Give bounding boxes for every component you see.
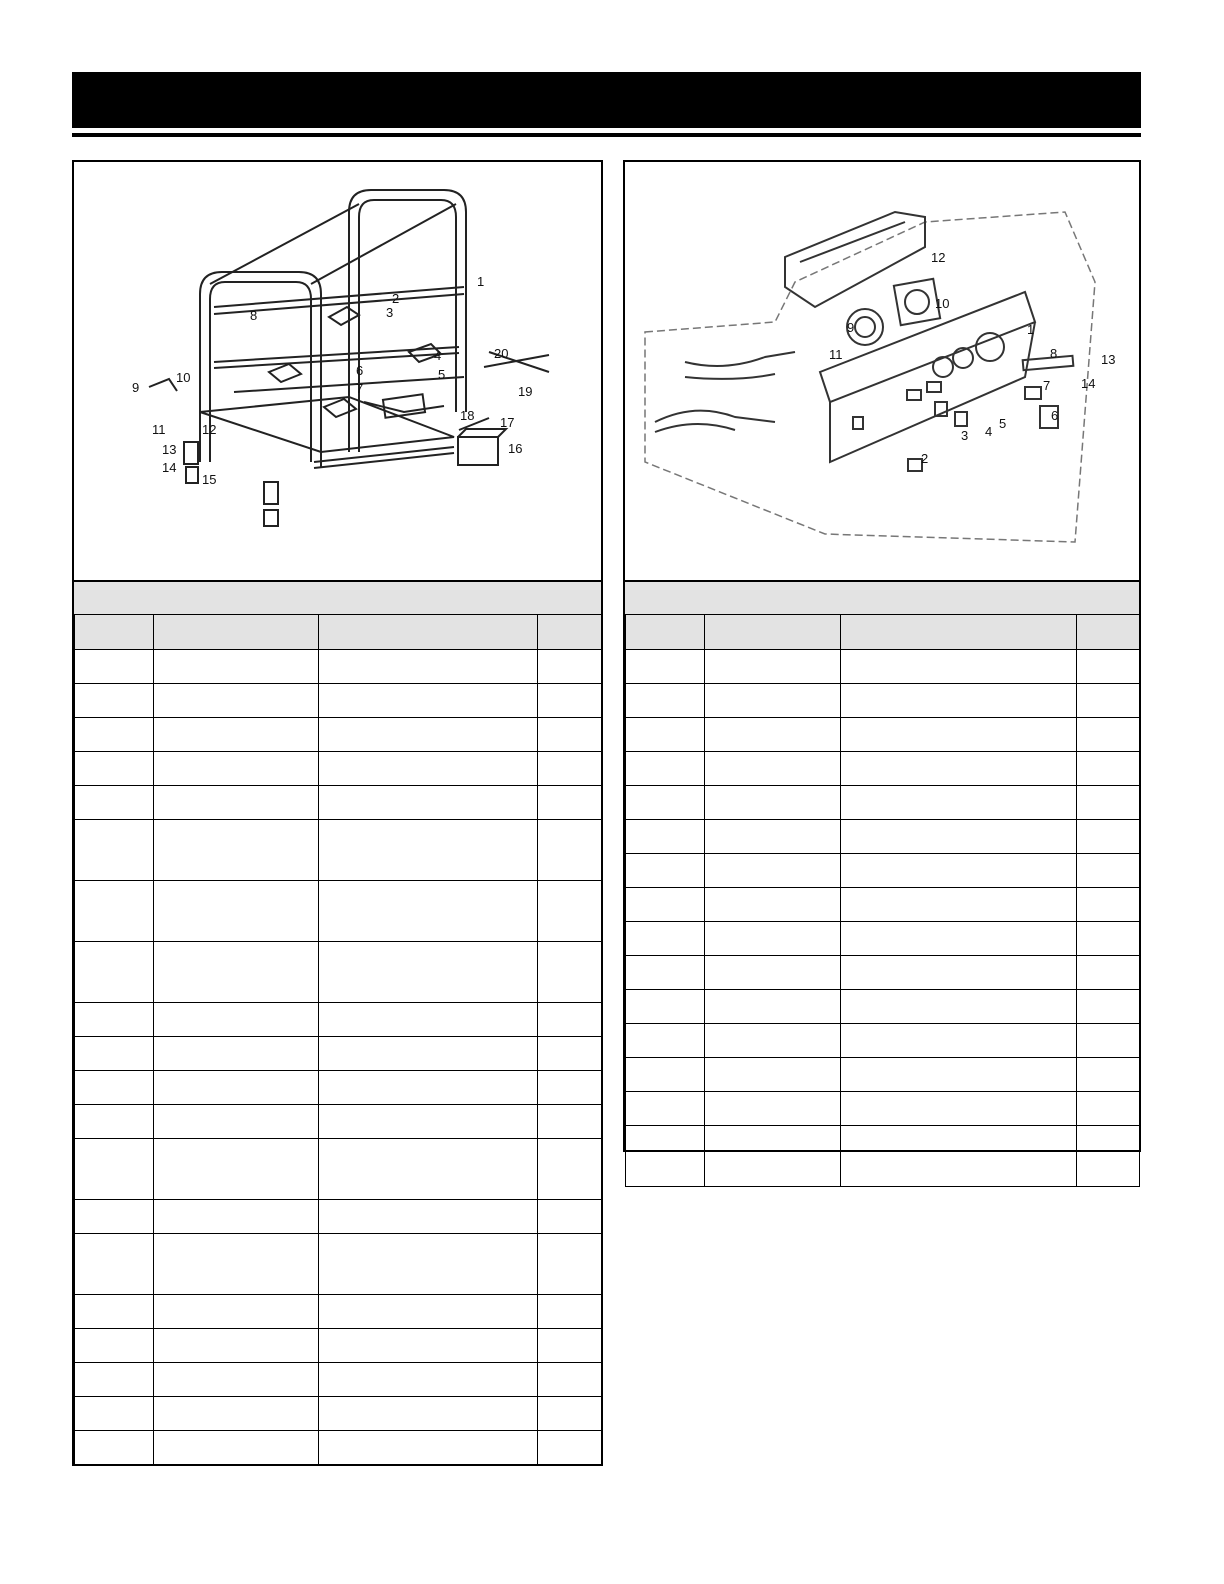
table-cell xyxy=(154,1234,319,1295)
control-panel-table-title xyxy=(625,580,1139,616)
control-panel-parts-panel xyxy=(623,160,1141,1152)
frame-table-column-header xyxy=(75,615,154,650)
table-cell xyxy=(319,1234,538,1295)
table-cell xyxy=(319,786,538,820)
callout-3: 3 xyxy=(386,305,394,320)
table-cell xyxy=(75,1397,154,1431)
table-cell xyxy=(1077,1092,1140,1126)
table-cell xyxy=(154,1295,319,1329)
table-cell xyxy=(75,1003,154,1037)
table-row xyxy=(626,922,1140,956)
table-cell xyxy=(75,942,154,1003)
table-cell xyxy=(705,854,841,888)
table-cell xyxy=(75,1431,154,1465)
table-cell xyxy=(319,881,538,942)
table-cell xyxy=(1077,956,1140,990)
callout-14: 14 xyxy=(162,460,177,475)
table-cell xyxy=(154,752,319,786)
callout-9: 9 xyxy=(132,380,140,395)
table-cell xyxy=(319,1363,538,1397)
callout-13: 13 xyxy=(1101,352,1116,367)
callout-10: 10 xyxy=(935,296,950,311)
callout-11: 11 xyxy=(829,347,843,362)
table-cell xyxy=(538,1139,602,1200)
table-cell xyxy=(841,922,1077,956)
frame-table-column-header xyxy=(154,615,319,650)
table-cell xyxy=(538,1431,602,1465)
table-row xyxy=(626,1058,1140,1092)
table-row xyxy=(75,1071,602,1105)
table-row xyxy=(626,786,1140,820)
table-cell xyxy=(154,942,319,1003)
table-row xyxy=(75,1037,602,1071)
table-cell xyxy=(75,718,154,752)
table-row xyxy=(75,752,602,786)
callout-7: 7 xyxy=(356,381,364,396)
table-cell xyxy=(626,888,705,922)
table-cell xyxy=(705,820,841,854)
table-cell xyxy=(626,854,705,888)
panel-table-column-header xyxy=(841,615,1077,650)
callout-17: 17 xyxy=(500,415,515,430)
table-cell xyxy=(705,922,841,956)
table-cell xyxy=(319,1105,538,1139)
table-cell xyxy=(1077,888,1140,922)
table-cell xyxy=(75,1071,154,1105)
table-cell xyxy=(705,1058,841,1092)
frame-table-header-row xyxy=(75,615,602,650)
table-cell xyxy=(626,1024,705,1058)
table-cell xyxy=(1077,650,1140,684)
table-cell xyxy=(626,1058,705,1092)
table-row xyxy=(626,650,1140,684)
table-cell xyxy=(319,718,538,752)
table-cell xyxy=(841,752,1077,786)
table-cell xyxy=(538,942,602,1003)
callout-14: 14 xyxy=(1081,376,1096,391)
table-cell xyxy=(1077,1024,1140,1058)
table-cell xyxy=(319,1139,538,1200)
table-cell xyxy=(841,786,1077,820)
table-cell xyxy=(319,1431,538,1465)
table-cell xyxy=(75,1037,154,1071)
table-row xyxy=(75,1200,602,1234)
table-cell xyxy=(154,1071,319,1105)
table-row xyxy=(75,1363,602,1397)
table-row xyxy=(626,684,1140,718)
table-cell xyxy=(538,1397,602,1431)
table-cell xyxy=(626,1126,705,1187)
callout-12: 12 xyxy=(202,422,217,437)
table-cell xyxy=(626,990,705,1024)
callout-19: 19 xyxy=(518,384,533,399)
table-row xyxy=(75,820,602,881)
header-rule xyxy=(72,133,1141,137)
table-cell xyxy=(538,1363,602,1397)
table-cell xyxy=(154,820,319,881)
table-cell xyxy=(705,1126,841,1187)
callout-15: 15 xyxy=(202,472,217,487)
table-cell xyxy=(538,1200,602,1234)
frame-table-title xyxy=(74,580,601,616)
table-cell xyxy=(319,820,538,881)
callout-6: 6 xyxy=(356,363,364,378)
table-cell xyxy=(538,820,602,881)
table-row xyxy=(75,650,602,684)
table-cell xyxy=(626,956,705,990)
table-row xyxy=(626,820,1140,854)
table-cell xyxy=(75,752,154,786)
table-row xyxy=(75,1397,602,1431)
frame-exploded-diagram xyxy=(74,162,601,582)
table-cell xyxy=(705,684,841,718)
table-cell xyxy=(841,684,1077,718)
callout-5: 5 xyxy=(999,416,1007,431)
table-cell xyxy=(154,1200,319,1234)
callout-16: 16 xyxy=(508,441,523,456)
callout-8: 8 xyxy=(1050,346,1058,361)
table-cell xyxy=(626,820,705,854)
table-cell xyxy=(75,1363,154,1397)
callout-1: 1 xyxy=(477,274,485,289)
control-panel-parts-table xyxy=(625,614,1140,1187)
table-cell xyxy=(154,1139,319,1200)
callout-18: 18 xyxy=(460,408,475,423)
table-cell xyxy=(538,1295,602,1329)
callout-10: 10 xyxy=(176,370,191,385)
table-cell xyxy=(626,718,705,752)
table-cell xyxy=(319,1003,538,1037)
table-cell xyxy=(154,1329,319,1363)
table-cell xyxy=(75,820,154,881)
table-cell xyxy=(538,650,602,684)
table-cell xyxy=(538,752,602,786)
table-cell xyxy=(705,1024,841,1058)
panel-table-column-header xyxy=(705,615,841,650)
table-row xyxy=(75,1234,602,1295)
table-row xyxy=(626,1092,1140,1126)
table-cell xyxy=(841,1024,1077,1058)
table-cell xyxy=(319,1397,538,1431)
table-cell xyxy=(626,752,705,786)
callout-7: 7 xyxy=(1043,378,1051,393)
panel-table-column-header xyxy=(626,615,705,650)
table-cell xyxy=(841,990,1077,1024)
table-cell xyxy=(841,1092,1077,1126)
table-cell xyxy=(1077,786,1140,820)
table-row xyxy=(75,942,602,1003)
table-cell xyxy=(154,1363,319,1397)
table-cell xyxy=(705,990,841,1024)
frame-parts-panel xyxy=(72,160,603,1466)
table-cell xyxy=(538,1037,602,1071)
callout-4: 4 xyxy=(434,348,442,363)
table-cell xyxy=(75,650,154,684)
table-cell xyxy=(75,1105,154,1139)
table-cell xyxy=(626,922,705,956)
table-cell xyxy=(154,1003,319,1037)
table-cell xyxy=(75,786,154,820)
table-cell xyxy=(538,786,602,820)
table-row xyxy=(75,1003,602,1037)
callout-3: 3 xyxy=(961,428,969,443)
callout-8: 8 xyxy=(250,308,258,323)
table-cell xyxy=(705,888,841,922)
frame-parts-table xyxy=(74,614,602,1465)
table-cell xyxy=(319,1295,538,1329)
panel-table-header-row xyxy=(626,615,1140,650)
table-cell xyxy=(1077,718,1140,752)
callout-11: 11 xyxy=(152,422,166,437)
table-cell xyxy=(626,684,705,718)
table-cell xyxy=(75,1139,154,1200)
table-cell xyxy=(538,1071,602,1105)
table-cell xyxy=(538,718,602,752)
table-cell xyxy=(154,718,319,752)
table-row xyxy=(75,881,602,942)
table-cell xyxy=(705,650,841,684)
table-row xyxy=(75,1139,602,1200)
table-cell xyxy=(75,881,154,942)
table-row xyxy=(75,684,602,718)
table-cell xyxy=(538,1003,602,1037)
table-cell xyxy=(154,1431,319,1465)
callout-4: 4 xyxy=(985,424,993,439)
table-cell xyxy=(319,752,538,786)
page-header-bar xyxy=(72,72,1141,128)
table-cell xyxy=(1077,990,1140,1024)
table-cell xyxy=(841,650,1077,684)
frame-table-column-header xyxy=(538,615,602,650)
table-cell xyxy=(1077,820,1140,854)
table-row xyxy=(626,888,1140,922)
table-cell xyxy=(1077,752,1140,786)
table-cell xyxy=(154,881,319,942)
table-cell xyxy=(705,786,841,820)
table-cell xyxy=(841,718,1077,752)
table-cell xyxy=(1077,684,1140,718)
table-cell xyxy=(75,1200,154,1234)
frame-table-column-header xyxy=(319,615,538,650)
table-cell xyxy=(319,684,538,718)
table-cell xyxy=(705,956,841,990)
table-cell xyxy=(705,1092,841,1126)
callout-9: 9 xyxy=(847,320,855,335)
table-row xyxy=(75,718,602,752)
table-cell xyxy=(319,650,538,684)
table-cell xyxy=(538,1234,602,1295)
table-cell xyxy=(319,1329,538,1363)
table-cell xyxy=(841,1126,1077,1187)
callout-1: 1 xyxy=(1027,322,1035,337)
table-cell xyxy=(154,786,319,820)
table-row xyxy=(626,718,1140,752)
table-cell xyxy=(841,888,1077,922)
table-row xyxy=(626,990,1140,1024)
table-cell xyxy=(319,1071,538,1105)
table-cell xyxy=(154,684,319,718)
table-row xyxy=(75,1295,602,1329)
table-cell xyxy=(538,684,602,718)
callout-6: 6 xyxy=(1051,408,1059,423)
table-cell xyxy=(154,650,319,684)
table-row xyxy=(626,854,1140,888)
table-cell xyxy=(75,684,154,718)
table-cell xyxy=(538,1105,602,1139)
table-cell xyxy=(626,786,705,820)
table-cell xyxy=(319,942,538,1003)
callout-13: 13 xyxy=(162,442,177,457)
table-cell xyxy=(75,1295,154,1329)
table-cell xyxy=(319,1037,538,1071)
table-cell xyxy=(626,650,705,684)
table-cell xyxy=(319,1200,538,1234)
table-cell xyxy=(1077,854,1140,888)
callout-12: 12 xyxy=(931,250,946,265)
table-cell xyxy=(1077,1126,1140,1187)
table-cell xyxy=(841,956,1077,990)
table-cell xyxy=(538,1329,602,1363)
table-cell xyxy=(841,1058,1077,1092)
table-cell xyxy=(705,752,841,786)
control-panel-exploded-diagram xyxy=(625,162,1139,582)
table-cell xyxy=(841,820,1077,854)
table-cell xyxy=(841,854,1077,888)
table-cell xyxy=(75,1329,154,1363)
table-row xyxy=(75,1105,602,1139)
table-cell xyxy=(1077,922,1140,956)
table-cell xyxy=(1077,1058,1140,1092)
table-row xyxy=(75,1431,602,1465)
table-cell xyxy=(626,1092,705,1126)
table-cell xyxy=(705,718,841,752)
table-cell xyxy=(154,1037,319,1071)
table-cell xyxy=(75,1234,154,1295)
callout-20: 20 xyxy=(494,346,509,361)
table-cell xyxy=(154,1105,319,1139)
table-row xyxy=(626,1024,1140,1058)
callout-5: 5 xyxy=(438,367,446,382)
table-row xyxy=(626,1126,1140,1187)
callout-2: 2 xyxy=(921,451,929,466)
callout-2: 2 xyxy=(392,291,400,306)
table-row xyxy=(75,1329,602,1363)
table-row xyxy=(626,752,1140,786)
panel-table-column-header xyxy=(1077,615,1140,650)
table-row xyxy=(626,956,1140,990)
table-cell xyxy=(154,1397,319,1431)
table-row xyxy=(75,786,602,820)
table-cell xyxy=(538,881,602,942)
